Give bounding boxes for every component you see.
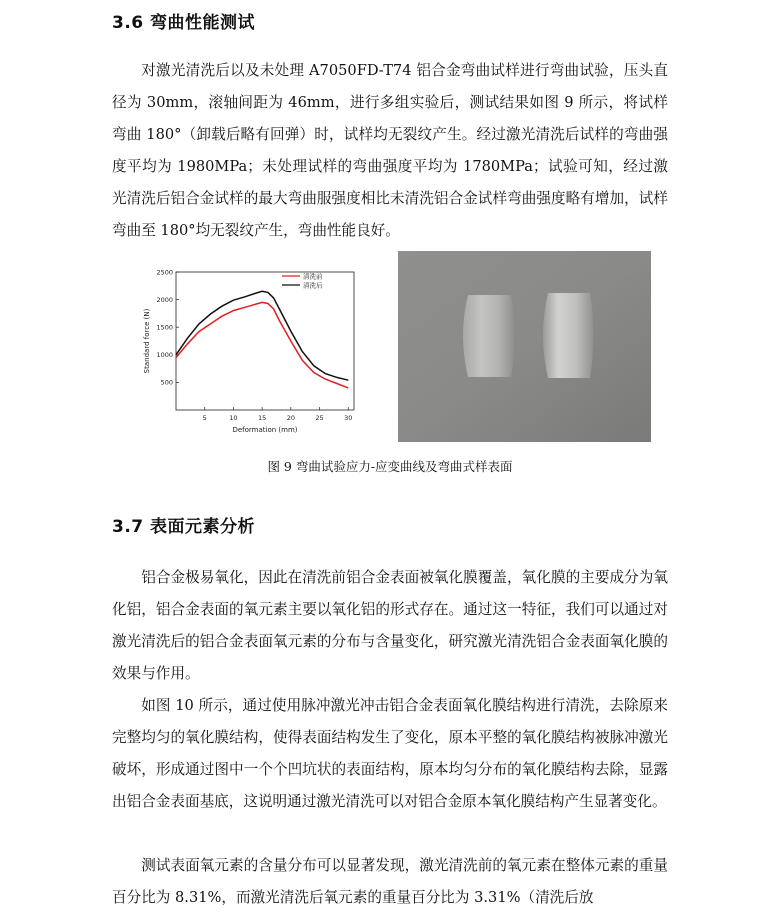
section-heading-3-7: 3.7 表面元素分析	[112, 517, 256, 537]
x-tick-label: 5	[202, 414, 207, 422]
legend-label-1: 清洗前	[303, 272, 323, 281]
specimen-right-shape	[543, 293, 594, 378]
x-axis-label: Deformation (mm)	[232, 426, 298, 434]
series-line-1	[176, 302, 348, 388]
paragraph-bending-test: 对激光清洗后以及未处理 A7050FD-T74 铝合金弯曲试样进行弯曲试验，压头直径为 30mm，滚轴间距为 46mm，进行多组实验后，测试结果如图 9 所示，将试样弯曲 180°（卸载后略有回弹）时，试样均无裂纹产生。经过激光清洗后试样的弯曲强度平均为 1980MPa；未处理试样的弯曲强度平均为 1780MPa；试验可知，经过激光清洗后铝合金试样的最大弯曲服强度相比未清洗铝合金试样弯曲强度略有增加，试样弯曲至 180°均无裂纹产生，弯曲性能良好。	[112, 62, 668, 239]
section-heading-3-6: 3.6 弯曲性能测试	[112, 13, 256, 33]
bending-specimen-photo	[398, 251, 651, 442]
y-tick-label: 1000	[156, 351, 173, 360]
x-tick-label: 30	[344, 414, 353, 422]
y-tick-label: 2500	[156, 268, 173, 277]
x-tick-label: 25	[315, 414, 324, 422]
x-tick-label: 15	[257, 414, 267, 422]
paragraph-oxide-film: 铝合金极易氧化，因此在清洗前铝合金表面被氧化膜覆盖，氧化膜的主要成分为氧化铝，铝合金表面的氧元素主要以氧化铝的形式存在。通过这一特征，我们可以通过对激光清洗后的铝合金表面氧元素的分布与含量变化，研究激光清洗铝合金表面氧化膜的效果与作用。	[112, 569, 668, 682]
x-tick-label: 20	[286, 414, 295, 422]
series-line-2	[176, 291, 348, 380]
plot-frame	[176, 272, 354, 410]
figure-9-caption: 图 9 弯曲试验应力-应变曲线及弯曲式样表面	[267, 459, 513, 474]
paragraph-figure-10: 如图 10 所示，通过使用脉冲激光冲击铝合金表面氧化膜结构进行清洗，去除原来完整均匀的氧化膜结构，使得表面结构发生了变化，原本平整的氧化膜结构被脉冲激光破坏，形成通过图中一个个凹坑状的表面结构，原本均匀分布的氧化膜结构去除，显露出铝合金表面基底，这说明通过激光清洗可以对铝合金原本氧化膜结构产生显著变化。	[112, 697, 668, 810]
x-tick-label: 10	[229, 414, 238, 422]
specimen-left-shape	[463, 295, 515, 377]
bending-force-chart	[136, 262, 368, 442]
y-axis-label: Standard force (N)	[143, 308, 151, 374]
y-tick-label: 2000	[156, 295, 173, 304]
y-tick-label: 500	[160, 378, 173, 387]
paragraph-oxygen-content: 测试表面氧元素的含量分布可以显著发现，激光清洗前的氧元素在整体元素的重量百分比为 8.31%，而激光清洗后氧元素的重量百分比为 3.31%（清洗后放	[112, 857, 668, 906]
y-tick-label: 1500	[156, 323, 173, 332]
legend-label-2: 清洗后	[303, 281, 323, 290]
